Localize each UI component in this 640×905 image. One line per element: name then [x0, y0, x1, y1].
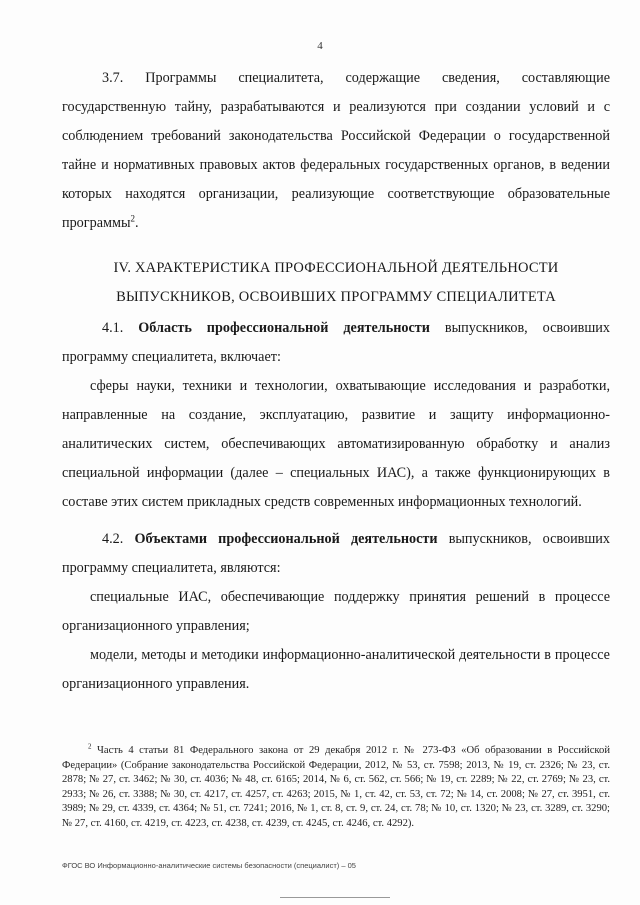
paragraph-4-2-number: 4.2.	[102, 531, 124, 547]
bottom-edge-line	[280, 897, 390, 898]
footnote-text: Часть 4 статьи 81 Федерального закона от 29 декабря 2012 г. № 273-ФЗ «Об образовании в Российской Федерации» (Собрание законодательства Российской Федерации, 2012, № 53, ст. 7598; 2013, № 19, ст. 2326; № 23, ст. 2878; № 27, ст. 3462; № 30, ст. 4036; № 48, ст. 6165; 2014, № 6, ст. 562, ст. 566; № 19, ст. 2289; № 22, ст. 2769; № 23, ст. 2933; № 26, ст. 3388; № 30, ст. 4217, ст. 4257, ст. 4263; 2015, № 1, ст. 42, ст. 53, ст. 72; № 14, ст. 2008; № 27, ст. 3951, ст. 3989; № 29, ст. 4339, ст. 4364; № 51, ст. 7241; 2016, № 1, ст. 8, ст. 9, ст. 24, ст. 78; № 10, ст. 1320; № 23, ст. 3289, ст. 3290; № 27, ст. 4160, ст. 4219, ст. 4223, ст. 4238, ст. 4239, ст. 4245, ст. 4246, ст. 4292).	[62, 745, 610, 829]
footnote	[62, 744, 610, 832]
paragraph-4-1-rest: выпускников, освоивших программу специалитета, включает:	[62, 320, 610, 365]
paragraph-3-7-end: .	[134, 215, 139, 231]
paragraph-4-2	[62, 525, 610, 583]
paragraph-4-2-bold-term: Объектами профессиональной деятельности	[134, 531, 438, 547]
footnote-ref: 2	[130, 213, 135, 224]
page-content	[62, 64, 610, 699]
paragraph-3-7-text: 3.7. Программы специалитета, содержащие сведения, составляющие государственную тайну, разрабатываются и реализуются при создании условий и с соблюдением требований законодательства Российской Федерации о государственной тайне и нормативных правовых актов федеральных государственных органов, в ведении которых находятся организации, реализующие соответствующие образовательные программы	[62, 70, 610, 231]
paragraph-4-1-bold-term: Область профессиональной деятельности	[138, 320, 430, 336]
paragraph-4-1-item: сферы науки, техники и технологии, охватывающие исследования и разработки, направленные на создание, эксплуатацию, развитие и защиту информационно-аналитических систем, обеспечивающих автоматизированную обработку и анализ специальной информации (далее – специальных ИАС), а также функционирующих в составе этих систем прикладных средств современных информационных технологий.	[62, 378, 610, 510]
paragraph-4-1-number: 4.1.	[102, 320, 124, 336]
section-heading-line2: ВЫПУСКНИКОВ, ОСВОИВШИХ ПРОГРАММУ СПЕЦИАЛИТЕТА	[116, 289, 556, 305]
paragraph-4-2-rest: выпускников, освоивших программу специалитета, являются:	[62, 531, 610, 576]
paragraph-4-2-item-2: модели, методы и методики информационно-аналитической деятельности в процессе организационного управления.	[62, 647, 610, 692]
footnote-mark: 2	[88, 742, 92, 751]
paragraph-3-7	[62, 64, 610, 238]
paragraph-4-2-item-1: специальные ИАС, обеспечивающие поддержку принятия решений в процессе организационного управления;	[62, 589, 610, 634]
paragraph-4-1	[62, 314, 610, 372]
section-heading-line1: IV. ХАРАКТЕРИСТИКА ПРОФЕССИОНАЛЬНОЙ ДЕЯТЕЛЬНОСТИ	[113, 260, 559, 276]
page-number: 4	[317, 40, 323, 52]
section-heading	[62, 254, 610, 312]
page-footer: ФГОС ВО Информационно-аналитические системы безопасности (специалист) – 05	[62, 861, 356, 870]
